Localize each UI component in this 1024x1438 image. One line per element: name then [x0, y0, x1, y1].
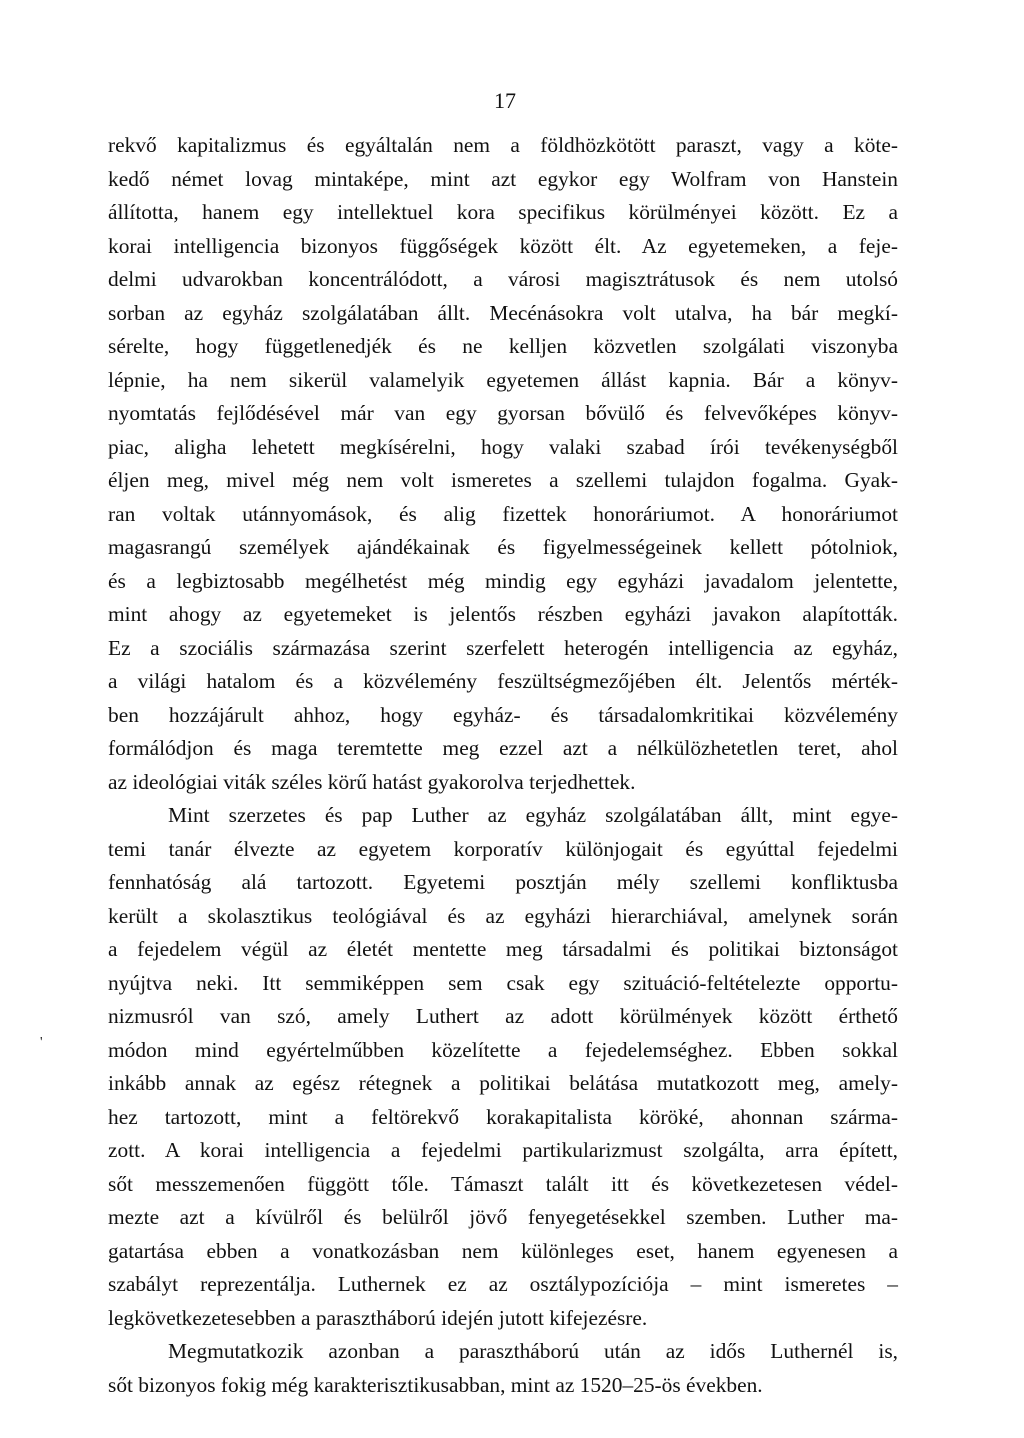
text-line: nyomtatás fejlődésével már van egy gyorsan bővülő és felvevőképes könyv- [108, 401, 898, 425]
text-line: került a skolasztikus teológiával és az egyházi hierarchiával, amelynek során [108, 903, 898, 928]
text-line: a világi hatalom és a közvélemény feszültségmezőjében élt. Jelentős mérték- [108, 669, 898, 693]
text-line: mezte azt a kívülről és belülről jövő fenyegetésekkel szemben. Luther ma- [108, 1205, 898, 1229]
paragraph-2 [108, 799, 898, 1335]
page-number: 17 [494, 88, 516, 113]
text-line: magasrangú személyek ajándékainak és figyelmességeinek kellett pótolniok, [108, 535, 898, 559]
text-line: ben hozzájárult ahhoz, hogy egyház- és társadalomkritikai közvélemény [108, 702, 898, 727]
text-line: Megmutatkozik azonban a parasztháború után az idős Luthernél is, [168, 1339, 898, 1363]
paragraph-3 [108, 1335, 898, 1402]
body-text [108, 129, 898, 1402]
text-line: gatartása ebben a vonatkozásban nem különleges eset, hanem egyenesen a [108, 1238, 898, 1263]
text-line: kedő német lovag mintaképe, mint azt egykor egy Wolfram von Hanstein [108, 166, 898, 191]
text-line: korai intelligencia bizonyos függőségek között élt. Az egyetemeken, a feje- [108, 233, 898, 258]
text-line: inkább annak az egész rétegnek a politikai belátása mutatkozott meg, amely- [108, 1071, 898, 1095]
text-line: rekvő kapitalizmus és egyáltalán nem a földhözkötött paraszt, vagy a köte- [108, 133, 898, 157]
text-line: sérelte, hogy függetlenedjék és ne kelljen közvetlen szolgálati viszonyba [108, 334, 898, 358]
text-line: a fejedelem végül az életét mentette meg társadalmi és politikai biztonságot [108, 937, 898, 961]
text-line: Ez a szociális származása szerint szerfelett heterogén intelligencia az egyház, [108, 635, 898, 660]
text-line: fennhatóság alá tartozott. Egyetemi posztján mély szellemi konfliktusba [108, 870, 898, 894]
stray-mark: ' [40, 1035, 43, 1050]
text-line: piac, aligha lehetett megkísérelni, hogy valaki szabad írói tevékenységből [108, 434, 898, 459]
text-line: Mint szerzetes és pap Luther az egyház szolgálatában állt, mint egye- [168, 803, 898, 827]
text-line: hez tartozott, mint a feltörekvő korakapitalista köröké, ahonnan szárma- [108, 1104, 898, 1129]
text-line: az ideológiai viták széles körű hatást gyakorolva terjedhettek. [108, 769, 636, 794]
text-line: nizmusról van szó, amely Luthert az adott körülmények között érthető [108, 1004, 898, 1028]
text-line: mint ahogy az egyetemeket is jelentős részben egyházi javakon alapították. [108, 602, 898, 626]
text-line: sőt bizonyos fokig még karakterisztikusabban, mint az 1520–25-ös években. [108, 1372, 763, 1397]
text-line: éljen meg, mivel még nem volt ismeretes a szellemi tulajdon fogalma. Gyak- [108, 468, 898, 492]
text-line: temi tanár élvezte az egyetem korporatív különjogait és egyúttal fejedelmi [108, 836, 898, 861]
text-line: szabályt reprezentálja. Luthernek ez az osztálypozíciója – mint ismeretes – [108, 1272, 898, 1296]
text-line: módon mind egyértelműbben közelítette a fejedelemséghez. Ebben sokkal [108, 1037, 898, 1062]
text-line: nyújtva neki. Itt semmiképpen sem csak egy szituáció-feltételezte opportu- [108, 970, 898, 995]
text-line: delmi udvarokban koncentrálódott, a városi magisztrátusok és nem utolsó [108, 267, 898, 291]
text-line: ran voltak utánnyomások, és alig fizettek honoráriumot. A honoráriumot [108, 501, 898, 526]
text-line: állította, hanem egy intellektuel kora specifikus körülményei között. Ez a [108, 200, 898, 224]
text-line: lépnie, ha nem sikerül valamelyik egyetemen állást kapnia. Bár a könyv- [108, 367, 898, 392]
text-line: formálódjon és maga teremtette meg ezzel azt a nélkülözhetetlen teret, ahol [108, 736, 898, 760]
paragraph-1 [108, 129, 898, 799]
text-line: sorban az egyház szolgálatában állt. Mecénásokra volt utalva, ha bár megkí- [108, 300, 898, 325]
text-line: és a legbiztosabb megélhetést még mindig egy egyházi javadalom jelentette, [108, 568, 898, 593]
text-line: legkövetkezetesebben a parasztháború idején jutott kifejezésre. [108, 1305, 648, 1330]
text-line: zott. A korai intelligencia a fejedelmi partikularizmust szolgálta, arra épített, [108, 1138, 898, 1162]
text-line: sőt messzemenően függött tőle. Támaszt talált itt és következetesen védel- [108, 1171, 898, 1196]
